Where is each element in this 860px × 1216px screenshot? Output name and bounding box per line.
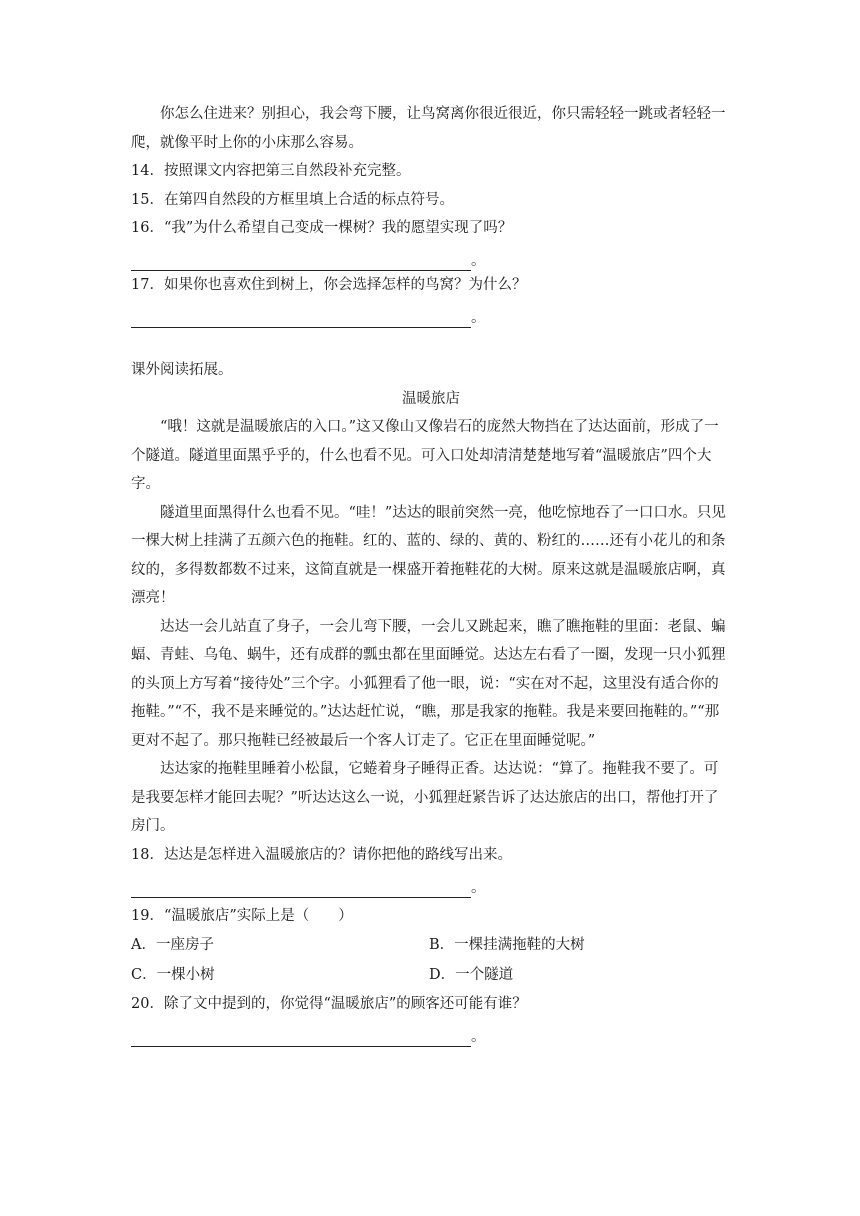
top-paragraph: 你怎么住进来？别担心，我会弯下腰，让鸟窝离你很近很近，你只需轻轻一跳或者轻轻一爬，就像平时上你的小床那么容易。	[131, 106, 726, 151]
option-label: C．	[131, 967, 157, 983]
question-number: 15．	[131, 191, 164, 208]
option-text: 一座房子	[155, 937, 214, 953]
question-number: 18．	[131, 846, 164, 863]
answer-line-18[interactable]	[131, 869, 731, 898]
question-18	[131, 841, 731, 870]
story-paragraph: “哦！这就是温暖旅店的入口。”这又像山又像岩石的庞然大物挡在了达达面前，形成了一个隧道。隧道里面黑乎乎的，什么也看不见。可入口处却清清楚楚地写着“温暖旅店”四个大字。	[131, 419, 719, 492]
section-title: 课外阅读拓展。	[131, 362, 233, 378]
answer-blank[interactable]	[131, 1028, 471, 1047]
answer-line-end: 。	[471, 1029, 486, 1045]
question-number: 20．	[131, 996, 164, 1012]
option-text: 一棵挂满拖鞋的大树	[454, 937, 585, 953]
answer-line-20[interactable]	[131, 1019, 731, 1048]
question-19-options	[131, 930, 731, 990]
option-text: 一棵小树	[156, 967, 215, 983]
option-a[interactable]	[131, 930, 429, 960]
question-text: “我”为什么希望自己变成一棵树？我的愿望实现了吗？	[163, 220, 513, 236]
question-number: 19．	[131, 907, 164, 924]
question-19	[131, 902, 731, 931]
question-text: 如果你也喜欢住到树上，你会选择怎样的鸟窝？为什么？	[163, 277, 527, 293]
option-text: 一个隧道	[455, 967, 514, 983]
option-c[interactable]	[131, 960, 429, 990]
question-text: 按照课文内容把第三自然段补充完整。	[163, 163, 411, 179]
question-17	[131, 271, 731, 300]
answer-line-16[interactable]	[131, 243, 731, 272]
story-title: 温暖旅店	[402, 390, 460, 407]
question-text: “温暖旅店”实际上是（ ）	[163, 907, 353, 924]
option-label: D．	[429, 967, 456, 983]
question-16	[131, 214, 731, 243]
document-content	[131, 100, 731, 1047]
option-label: A．	[131, 937, 156, 953]
answer-line-end: 。	[471, 879, 486, 896]
answer-blank[interactable]	[131, 252, 471, 271]
story-paragraph: 隧道里面黑得什么也看不见。“哇！”达达的眼前突然一亮，他吃惊地吞了一口口水。只见一棵大树上挂满了五颜六色的拖鞋。红的、蓝的、绿的、黄的、粉红的……还有小花儿的和条纹的，多得数都数不过来，这简直就是一棵盛开着拖鞋花的大树。原来这就是温暖旅店啊，真漂亮！	[131, 504, 726, 606]
answer-line-end: 。	[471, 253, 486, 269]
answer-line-end: 。	[471, 310, 486, 326]
question-text: 达达是怎样进入温暖旅店的？请你把他的路线写出来。	[163, 846, 512, 863]
answer-line-17[interactable]	[131, 300, 731, 329]
option-label: B．	[429, 937, 455, 953]
question-number: 17．	[131, 277, 164, 293]
question-15	[131, 186, 731, 215]
story-paragraph: 达达一会儿站直了身子，一会儿弯下腰，一会儿又跳起来，瞧了瞧拖鞋的里面：老鼠、蝙蝠、青蛙、乌龟、蜗牛，还有成群的瓢虫都在里面睡觉。达达左右看了一圈，发现一只小狐狸的头顶上方写着“接待处”三个字。小狐狸看了他一眼，说：“实在对不起，这里没有适合你的拖鞋。”“不，我不是来睡觉的。”达达赶忙说，“瞧，那是我家的拖鞋。我是来要回拖鞋的。”“那更对不起了。那只拖鞋已经被最后一个客人订走了。它正在里面睡觉呢。”	[131, 618, 726, 749]
question-number: 14．	[131, 163, 164, 179]
question-20	[131, 990, 731, 1019]
question-text: 除了文中提到的，你觉得“温暖旅店”的顾客还可能有谁？	[163, 996, 527, 1012]
answer-blank[interactable]	[131, 879, 471, 898]
question-text: 在第四自然段的方框里填上合适的标点符号。	[163, 191, 454, 208]
story-paragraph: 达达家的拖鞋里睡着小松鼠，它蜷着身子睡得正香。达达说：“算了。拖鞋我不要了。可是我要怎样才能回去呢？”听达达这么一说，小狐狸赶紧告诉了达达旅店的出口，帮他打开了房门。	[131, 761, 719, 834]
question-number: 16．	[131, 220, 164, 236]
answer-blank[interactable]	[131, 309, 471, 328]
option-b[interactable]	[429, 930, 729, 960]
question-14	[131, 157, 731, 186]
option-d[interactable]	[429, 960, 729, 990]
